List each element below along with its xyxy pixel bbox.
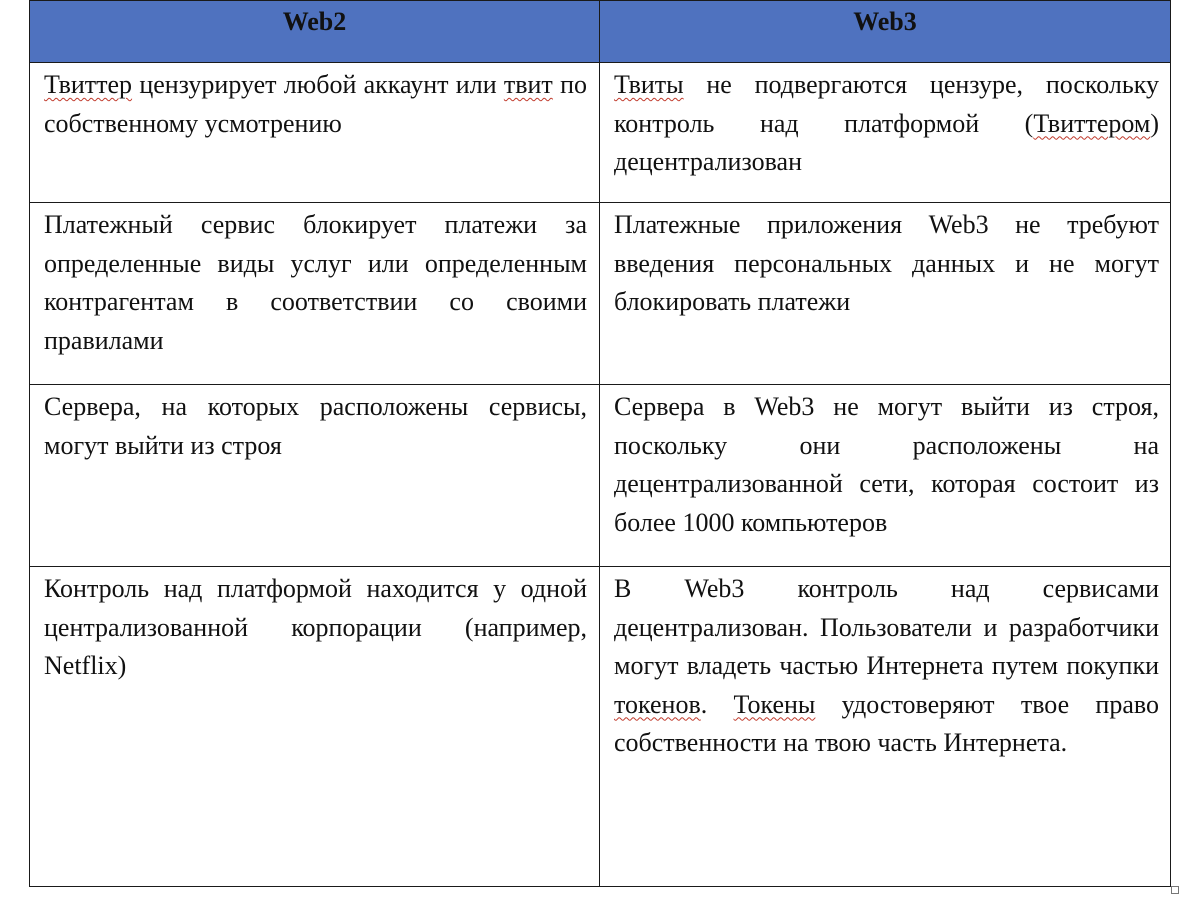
web2-cell — [30, 567, 600, 887]
cell-text-segment: ) децентрализован — [614, 108, 1159, 176]
cell-text-segment: Сервера в Web3 не могут выйти из строя, поскольку они расположены на децентрализованной сети, которая состоит из более 1000 компьютеров — [614, 392, 1159, 537]
spellcheck-flagged-word: Токены — [733, 689, 816, 719]
cell-text-segment: по собственному усмотрению — [44, 70, 587, 138]
cell-text-segment: удостоверяют твое право собственности на твою часть Интернета. — [614, 689, 1159, 757]
web2-cell — [30, 63, 600, 203]
web2-cell — [30, 385, 600, 567]
cell-text-segment: . — [700, 689, 734, 719]
cell-text-segment: не подвергаются цензуре, поскольку контроль над платформой ( — [614, 70, 1159, 138]
header-web3: Web3 — [600, 1, 1171, 63]
spellcheck-flagged-word: Твиты — [614, 70, 684, 99]
cell-text-segment: Сервера, на которых расположены сервисы, могут выйти из строя — [44, 392, 587, 460]
web3-cell — [600, 567, 1171, 887]
web2-cell — [30, 203, 600, 385]
spellcheck-flagged-word: Твиттер — [44, 70, 133, 99]
cell-text-segment: В Web3 контроль над сервисами децентрализован. Пользователи и разработчики могут владеть частью Интернета путем покупки — [614, 574, 1159, 680]
cell-text-segment: цензурирует любой аккаунт или — [132, 70, 504, 99]
cell-text-segment: Контроль над платформой находится у одной централизованной корпорации (например, Netflix) — [44, 574, 587, 680]
table-row — [30, 63, 1171, 203]
cell-text-segment: Платежные приложения Web3 не требуют введения персональных данных и не могут блокировать платежи — [614, 210, 1159, 316]
table-row — [30, 567, 1171, 887]
web3-cell — [600, 203, 1171, 385]
spellcheck-flagged-word: Твиттером — [1033, 108, 1151, 138]
header-row — [30, 1, 1171, 63]
table-row — [30, 385, 1171, 567]
header-web2: Web2 — [30, 1, 600, 63]
cell-text-segment: Платежный сервис блокирует платежи за определенные виды услуг или определенным контрагентам в соответствии со своими правилами — [44, 210, 587, 355]
table-resize-handle[interactable] — [1171, 886, 1179, 894]
web3-cell — [600, 63, 1171, 203]
table-row — [30, 203, 1171, 385]
comparison-table — [29, 0, 1171, 887]
web3-cell — [600, 385, 1171, 567]
spellcheck-flagged-word: твит — [503, 70, 553, 99]
spellcheck-flagged-word: токенов — [614, 689, 701, 719]
